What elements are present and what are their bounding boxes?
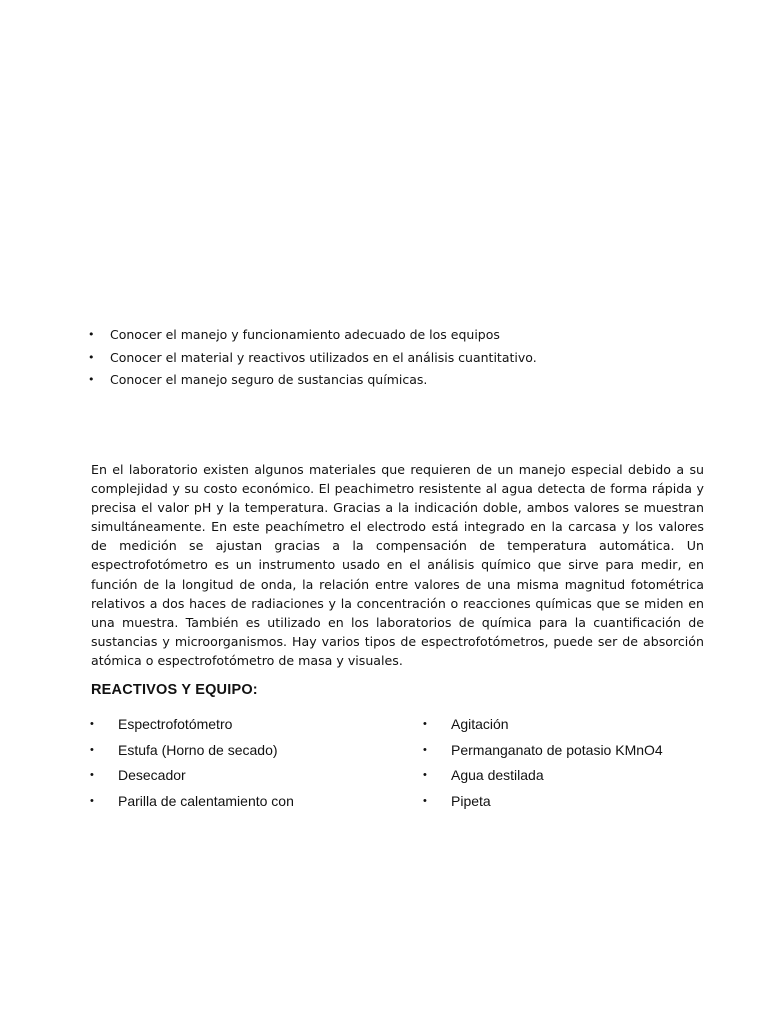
objective-text: Conocer el material y reactivos utilizados en el análisis cuantitativo. [110, 349, 537, 365]
bullet-icon: • [423, 794, 427, 807]
list-item [90, 712, 390, 738]
list-item [423, 763, 723, 789]
bullet-icon: • [90, 794, 94, 807]
list-item [88, 347, 708, 370]
list-item [423, 712, 723, 738]
equipment-text: Permanganato de potasio KMnO4 [451, 741, 663, 758]
equipment-list-right [423, 712, 723, 814]
bullet-icon: • [90, 743, 94, 756]
equipment-text: Pipeta [451, 792, 491, 809]
list-item [88, 369, 708, 392]
bullet-icon: • [88, 373, 95, 386]
reactivos-heading: REACTIVOS Y EQUIPO: [91, 682, 258, 698]
equipment-text: Espectrofotómetro [118, 716, 233, 732]
bullet-icon: • [88, 328, 95, 341]
objective-text: Conocer el manejo y funcionamiento adecuado de los equipos [110, 327, 500, 342]
equipment-list-left [90, 712, 390, 814]
equipment-text: Agua destilada [451, 767, 544, 783]
bullet-icon: • [423, 718, 427, 730]
list-item [90, 789, 390, 815]
list-item [423, 789, 723, 815]
bullet-icon: • [90, 769, 94, 781]
intro-paragraph: En el laboratorio existen algunos materiales que requieren de un manejo especial debido a su complejidad y su costo económico. El peachimetro resistente al agua detecta de forma rápida y precisa el valor pH y la temperatura. Gracias a la indicación doble, ambos valores se muestran simultáneamente. En este peachímetro el electrodo está integrado en la carcasa y los valores de medición se ajustan gracias a la compensación de temperatura automática. Un espectrofotómetro es un instrumento usado en el análisis químico que sirve para medir, en función de la longitud de onda, la relación entre valores de una misma magnitud fotométrica relativos a dos haces de radiaciones y la concentración o reacciones químicas que se miden en una muestra. También es utilizado en los laboratorios de química para la cuantificación de sustancias y microorganismos. Hay varios tipos de espectrofotómetros, puede ser de absorción atómica o espectrofotómetro de masa y visuales. [91, 462, 704, 668]
equipment-text: Desecador [118, 767, 186, 783]
bullet-icon: • [90, 718, 94, 730]
list-item [88, 324, 708, 347]
equipment-text: Estufa (Horno de secado) [118, 741, 278, 758]
list-item [90, 738, 390, 764]
bullet-icon: • [423, 769, 427, 781]
equipment-text: Agitación [451, 716, 509, 732]
objectives-list [88, 324, 708, 392]
bullet-icon: • [423, 743, 427, 756]
equipment-text: Parilla de calentamiento con [118, 792, 294, 809]
list-item [423, 738, 723, 764]
objective-text: Conocer el manejo seguro de sustancias químicas. [110, 372, 428, 387]
bullet-icon: • [88, 350, 95, 364]
list-item [90, 763, 390, 789]
